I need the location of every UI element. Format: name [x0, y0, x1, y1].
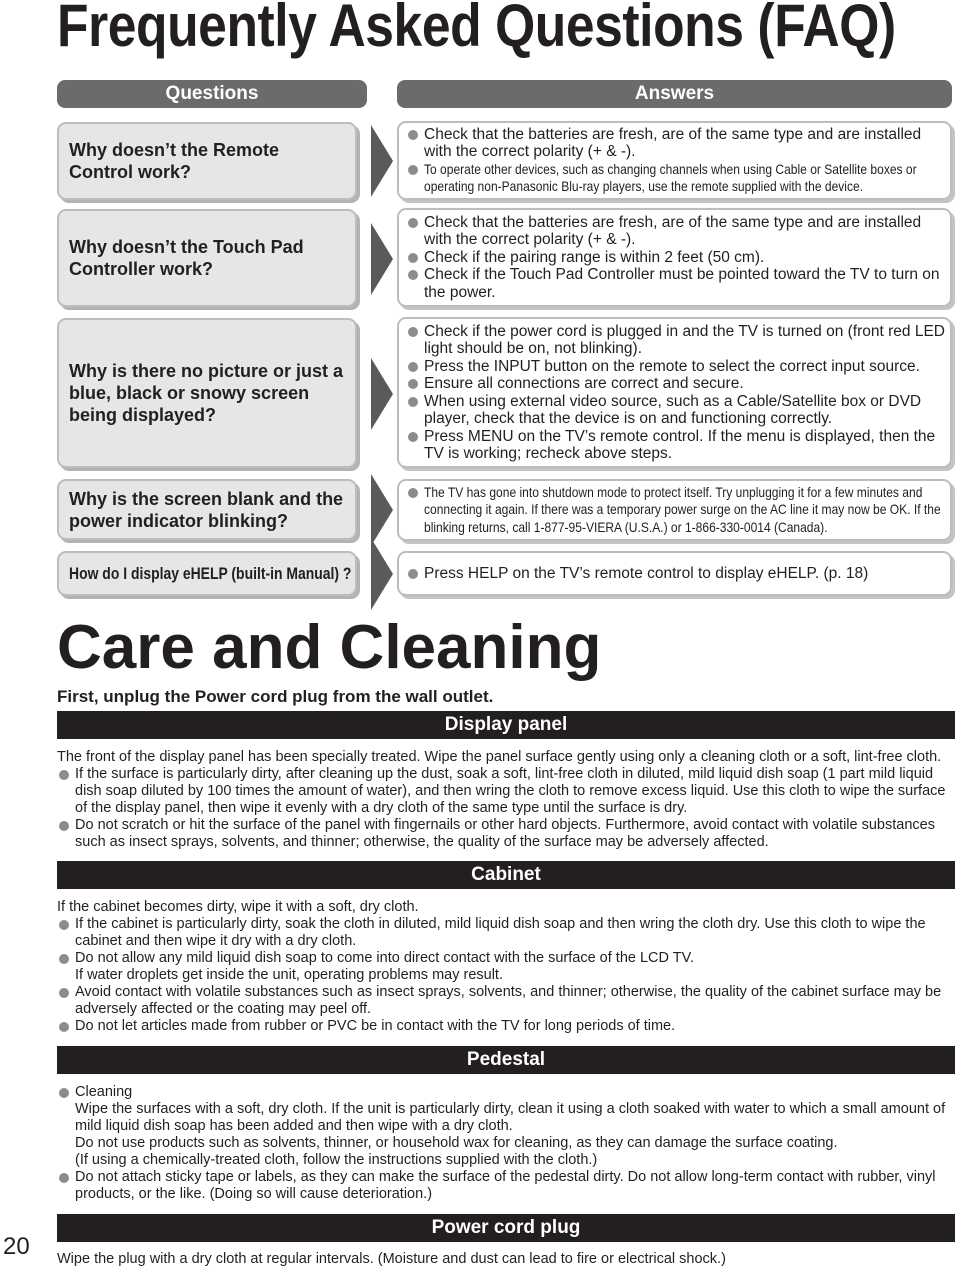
faq-question-text: Why is the screen blank and the power indicator blinking? [69, 488, 344, 531]
faq-answer-bullet: Check if the power cord is plugged in and the TV is turned on (front red LED light should be on, not blinking). [405, 323, 948, 358]
faq-answer-bullet: Press MENU on the TV’s remote control. If the menu is displayed, then the TV is working; recheck above steps. [405, 428, 948, 463]
cabinet-intro: If the cabinet becomes dirty, wipe it with a soft, dry cloth. [57, 899, 419, 915]
power-cord-heading: Power cord plug [57, 1214, 955, 1242]
arrow-right-icon [371, 125, 393, 197]
faq-answer-bullet: Check that the batteries are fresh, are of the same type and are installed with the correct polarity (+ & -). [405, 126, 948, 161]
pedestal-cleaning-line: (If using a chemically-treated cloth, follow the instructions supplied with the cloth.) [75, 1152, 598, 1168]
faq-question-text: Why is there no picture or just a blue, black or snowy screen being displayed? [69, 361, 344, 425]
arrow-right-icon [371, 538, 393, 610]
faq-question-text: How do I display eHELP (built-in Manual) ? [69, 563, 352, 583]
faq-answer-bullet: The TV has gone into shutdown mode to protect itself. Try unplugging it for a few minutes and connecting it again. If there was a temporary power surge on the AC line it may now be OK. If the blinking returns, call 1-877-95-VIERA (U.S.A.) or 1-866-330-0014 (Canada). [405, 484, 948, 537]
cabinet-section [57, 899, 955, 1035]
faq-answer-bullet: When using external video source, such as a Cable/Satellite box or DVD player, check that the device is on and functioning correctly. [405, 393, 948, 428]
faq-question-text: Why doesn’t the Touch Pad Controller work? [69, 237, 304, 279]
pedestal-cleaning-line: Wipe the surfaces with a soft, dry cloth. If the unit is particularly dirty, clean it using a cloth soaked with water to which a small amount of mild liquid dish soap has been added and then wipe with a dry cloth. [75, 1101, 946, 1134]
cabinet-heading: Cabinet [57, 861, 955, 889]
cabinet-bullet [57, 950, 955, 984]
arrow-right-icon [371, 474, 393, 546]
faq-question [57, 479, 357, 540]
pedestal-cleaning-line: Do not use products such as solvents, thinner, or household wax for cleaning, as they can damage the surface coating. [75, 1135, 838, 1151]
pedestal-heading: Pedestal [57, 1046, 955, 1074]
faq-title: Frequently Asked Questions (FAQ) [57, 0, 896, 59]
faq-answer-bullet: Ensure all connections are correct and secure. [405, 375, 948, 393]
faq-question [57, 122, 357, 200]
pedestal-bullet [57, 1084, 955, 1169]
care-subtitle: First, unplug the Power cord plug from the wall outlet. [57, 687, 494, 706]
faq-question [57, 318, 357, 468]
page-number: 20 [3, 1233, 30, 1260]
faq-answer-bullet: Check that the batteries are fresh, are of the same type and are installed with the correct polarity (+ & -). [405, 214, 948, 249]
answers-header: Answers [397, 80, 952, 108]
display-panel-bullet: If the surface is particularly dirty, after cleaning up the dust, soak a soft, lint-free cloth in diluted, mild liquid dish soap (1 part mild liquid dish soap diluted by 100 times the amount of water), and then wring the cloth to remove excess liquid. Use this cloth to wipe the surface of the display panel, then wipe it evenly with a dry cloth of the same type until the surface is dry. [57, 766, 955, 817]
faq-answer-bullet: Press the INPUT button on the remote to select the correct input source. [405, 358, 948, 376]
arrow-right-icon [371, 358, 393, 430]
faq-answer-bullet: Check if the Touch Pad Controller must be pointed toward the TV to turn on the power. [405, 266, 948, 301]
faq-question-text: Why doesn’t the Remote Control work? [69, 140, 280, 182]
questions-header: Questions [57, 80, 367, 108]
cabinet-bullet-note: If water droplets get inside the unit, operating problems may result. [75, 967, 503, 983]
pedestal-cleaning-label: Cleaning [75, 1084, 133, 1100]
power-cord-section [57, 1251, 955, 1268]
faq-question [57, 209, 357, 307]
faq-answer [397, 479, 952, 541]
faq-answer [397, 551, 952, 596]
cabinet-bullet: If the cabinet is particularly dirty, soak the cloth in diluted, mild liquid dish soap and then wring the cloth dry. Use this cloth to wipe the cabinet and then wipe it dry with a dry cloth. [57, 916, 955, 950]
arrow-right-icon [371, 223, 393, 295]
cabinet-bullet: Avoid contact with volatile substances such as insect sprays, solvents, and thinner; otherwise, the quality of the cabinet surface may be adversely affected or the coating may peel off. [57, 984, 955, 1018]
faq-question [57, 551, 357, 596]
cabinet-bullet: Do not let articles made from rubber or PVC be in contact with the TV for long periods of time. [57, 1018, 955, 1035]
care-title: Care and Cleaning [57, 613, 602, 682]
faq-answer-bullet: Press HELP on the TV’s remote control to display eHELP. (p. 18) [405, 565, 948, 583]
display-panel-section [57, 749, 955, 851]
power-cord-text: Wipe the plug with a dry cloth at regular intervals. (Moisture and dust can lead to fire or electrical shock.) [57, 1251, 726, 1267]
faq-answer-bullet: Check if the pairing range is within 2 feet (50 cm). [405, 249, 948, 267]
pedestal-bullet: Do not attach sticky tape or labels, as they can make the surface of the pedestal dirty. Do not allow long-term contact with rubber, vinyl products, or the like. (Doing so will cause deterioration.) [57, 1169, 955, 1203]
pedestal-section [57, 1084, 955, 1203]
faq-answer [397, 208, 952, 307]
display-panel-heading: Display panel [57, 711, 955, 739]
cabinet-bullet-text: Do not allow any mild liquid dish soap to come into direct contact with the surface of the LCD TV. [75, 950, 694, 966]
faq-answer [397, 317, 952, 468]
display-panel-intro: The front of the display panel has been specially treated. Wipe the panel surface gently using only a cleaning cloth or a soft, lint-free cloth. [57, 749, 942, 765]
display-panel-bullet: Do not scratch or hit the surface of the panel with fingernails or other hard objects. Furthermore, avoid contact with volatile substances such as insect sprays, solvents, and thinner; otherwise, the quality of the surface may be adversely affected. [57, 817, 955, 851]
faq-answer [397, 121, 952, 200]
faq-answer-bullet: To operate other devices, such as changing channels when using Cable or Satellite boxes or operating non-Panasonic Blu-ray players, use the remote supplied with the device. [405, 161, 948, 196]
